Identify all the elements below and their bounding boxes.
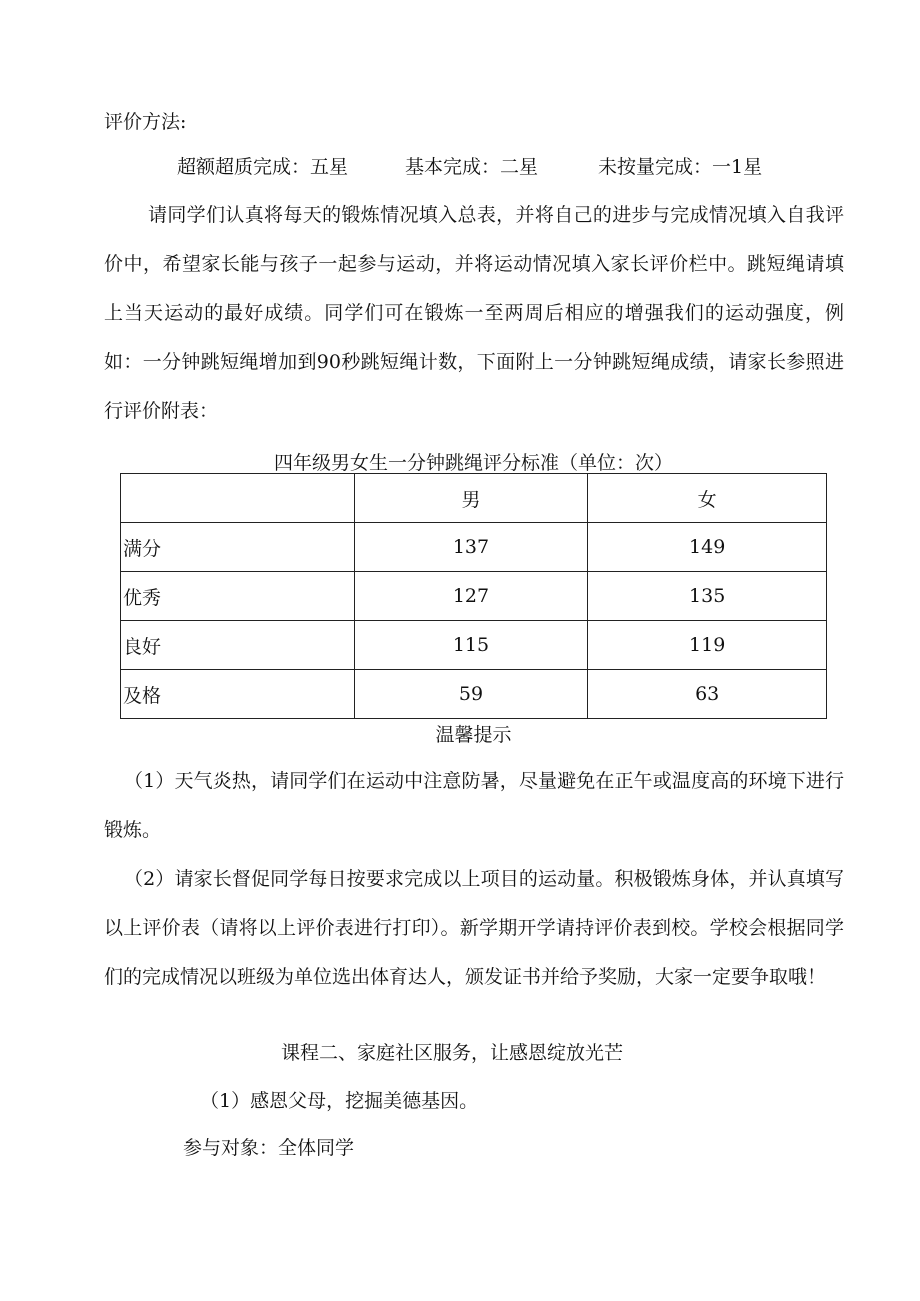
table-row (121, 621, 827, 670)
rating-one-star: 未按量完成：一1星 (598, 156, 763, 178)
row-male-score: 115 (354, 621, 588, 670)
eval-method-heading: 评价方法: (104, 111, 187, 133)
row-female-score: 119 (588, 621, 827, 670)
rating-scale (177, 155, 762, 179)
row-male-score: 59 (354, 670, 588, 719)
tip-item-1: （1）天气炎热，请同学们在运动中注意防暑，尽量避免在正午或温度高的环境下进行锻炼。 (104, 770, 844, 841)
row-level: 优秀 (121, 572, 355, 621)
row-female-score: 135 (588, 572, 827, 621)
table-row (121, 670, 827, 719)
row-level: 良好 (121, 621, 355, 670)
table-row (121, 572, 827, 621)
row-female-score: 149 (588, 523, 827, 572)
row-level: 及格 (121, 670, 355, 719)
table-header-empty (121, 474, 355, 523)
course2-subtitle: （1）感恩父母，挖掘美德基因。 (200, 1090, 479, 1112)
row-level: 满分 (121, 523, 355, 572)
jump-rope-score-table (120, 473, 827, 719)
row-male-score: 137 (354, 523, 588, 572)
rating-two-star: 基本完成：二星 (405, 156, 539, 178)
course2-participants: 参与对象：全体同学 (183, 1137, 355, 1159)
tips-title: 温馨提示 (435, 724, 512, 746)
table-header-row (121, 474, 827, 523)
tip-item-2: （2）请家长督促同学每日按要求完成以上项目的运动量。积极锻炼身体，并认真填写以上评价表（请将以上评价表进行打印）。新学期开学请持评价表到校。学校会根据同学们的完成情况以班级为单位选出体育达人，颁发证书并给予奖励，大家一定要争取哦！ (104, 868, 844, 988)
table-row (121, 523, 827, 572)
eval-instructions-paragraph: 请同学们认真将每天的锻炼情况填入总表，并将自己的进步与完成情况填入自我评价中，希望家长能与孩子一起参与运动，并将运动情况填入家长评价栏中。跳短绳请填上当天运动的最好成绩。同学们可在锻炼一至两周后相应的增强我们的运动强度，例如：一分钟跳短绳增加到90秒跳短绳计数，下面附上一分钟跳短绳成绩，请家长参照进行评价附表： (104, 204, 844, 422)
table-caption: 四年级男女生一分钟跳绳评分标准（单位：次） (273, 452, 673, 474)
table-header-male: 男 (354, 474, 588, 523)
row-female-score: 63 (588, 670, 827, 719)
table-header-female: 女 (588, 474, 827, 523)
course2-title: 课程二、家庭社区服务，让感恩绽放光芒 (281, 1042, 624, 1064)
rating-five-star: 超额超质完成：五星 (177, 156, 349, 178)
row-male-score: 127 (354, 572, 588, 621)
